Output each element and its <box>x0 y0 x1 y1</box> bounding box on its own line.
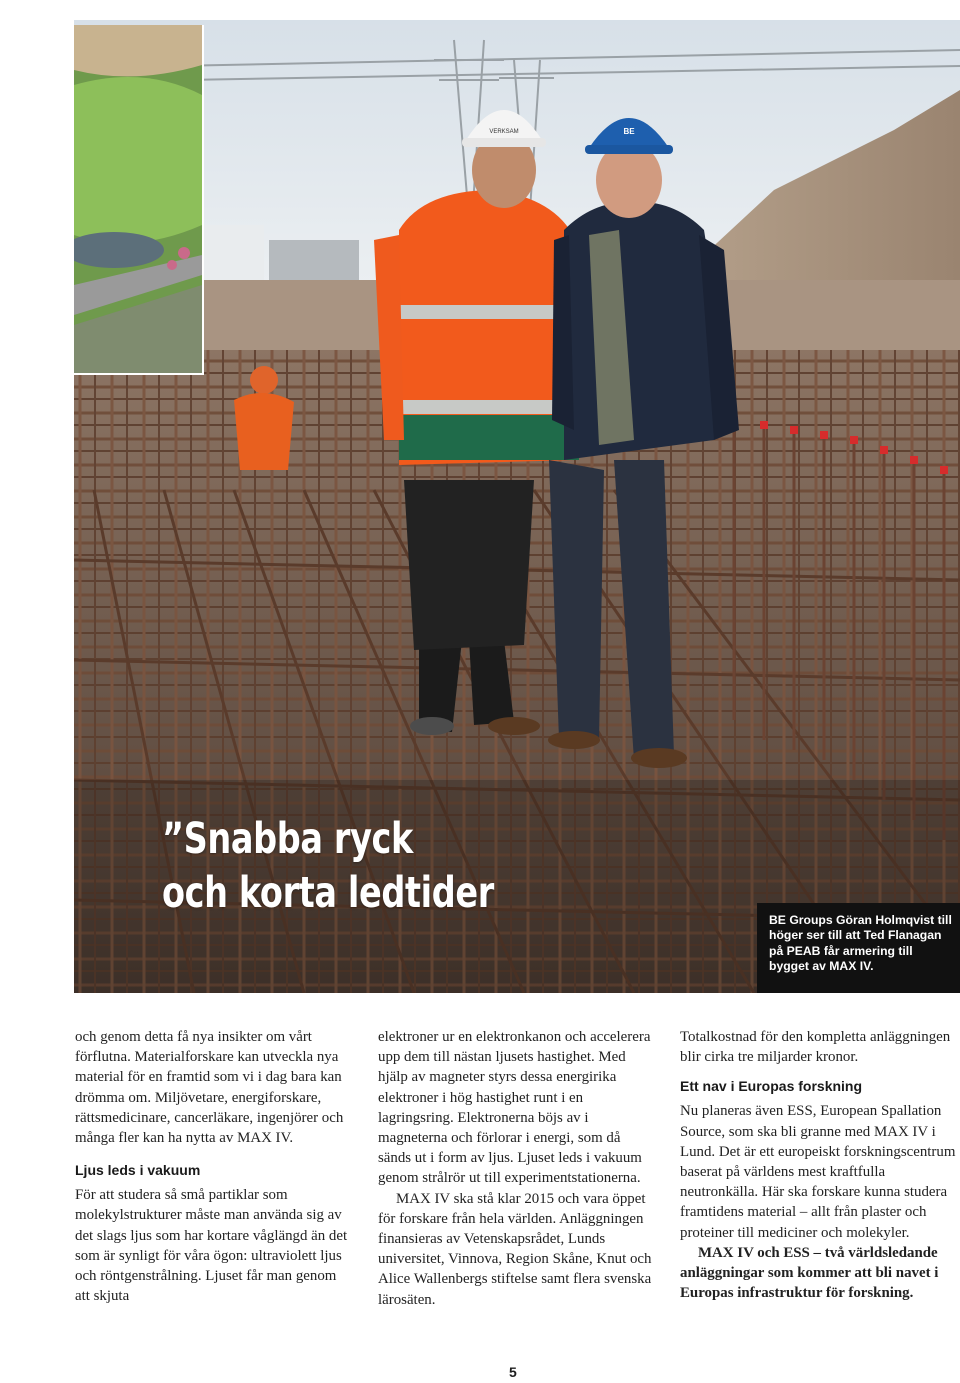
closing-statement: MAX IV och ESS – två världsledande anläggningar som kommer att bli navet i Europas infrastruktur för forskning. <box>680 1244 939 1302</box>
helmet-right-text: BE <box>623 127 635 136</box>
subheading-ett-nav: Ett nav i Europas forskning <box>680 1078 863 1095</box>
article-headline <box>162 812 494 920</box>
text-column-1 <box>75 1027 351 1306</box>
paragraph: Nu planeras även ESS, European Spallation Source, som ska bli granne med MAX IV i Lund. Det är ett europeiskt forskningscentrum baserat på världens mest kraftfulla neutronkälla. Här ska forskare kunna studera framtidens material – allt från plaster och proteiner till mediciner och molekyler. <box>680 1103 956 1241</box>
paragraph: MAX IV ska stå klar 2015 och vara öppet för forskare från hela världen. Anläggningen finansieras av Vetenskapsrådet, Lunds universitet, Vinnova, Region Skåne, Knut och Alice Wallenbergs stiftelse samt flera svenska lärosäten. <box>378 1190 652 1308</box>
aerial-rendering-inset <box>74 25 204 375</box>
aerial-rendering <box>74 25 202 373</box>
subheading-ljus-leds: Ljus leds i vakuum <box>75 1162 201 1179</box>
headline-line-2: och korta ledtider <box>162 868 494 918</box>
distant-building <box>269 240 359 285</box>
helmet-left-text: VERKSAM <box>489 129 519 135</box>
paragraph: För att studera så små partiklar som molekylstrukturer måste man använda sig av det slags ljus som har kortare våglängd än det som är synligt för våra ögon: ultraviolett ljus och röntgenstrålning. Ljuset får man genom att skjuta <box>75 1187 348 1305</box>
paragraph: Totalkostnad för den kompletta anläggningen blir cirka tre miljarder kronor. <box>680 1029 951 1066</box>
paragraph: elektroner ur en elektronkanon och accelerera upp dem till nästan ljusets hastighet. Med hjälp av magneter styrs dessa energirika elektroner i hög hastighet runt i en lagringsring. Elektronerna böjs av i magneterna och förlorar i energi, som då sänds ut i form av ljus. Ljuset leds i vakuum genom strålrör ut till experimentstationerna. <box>378 1029 651 1187</box>
page-number: 5 <box>509 1364 517 1380</box>
text-column-3 <box>680 1027 956 1303</box>
text-column-2 <box>378 1027 654 1310</box>
headline-line-1: ”Snabba ryck <box>162 814 413 864</box>
paragraph: och genom detta få nya insikter om vårt förflutna. Materialforskare kan utveckla nya material för en framtid som vi i dag bara kan drömma om. Miljövetare, energiforskare, rättsmedicinare, cancerläkare, ingenjörer och många fler kan ha nytta av MAX IV. <box>75 1029 344 1147</box>
photo-caption-box <box>757 903 960 993</box>
photo-caption: BE Groups Göran Holmqvist till höger ser till att Ted Flanagan på PEAB får armering till bygget av MAX IV. <box>769 913 952 973</box>
